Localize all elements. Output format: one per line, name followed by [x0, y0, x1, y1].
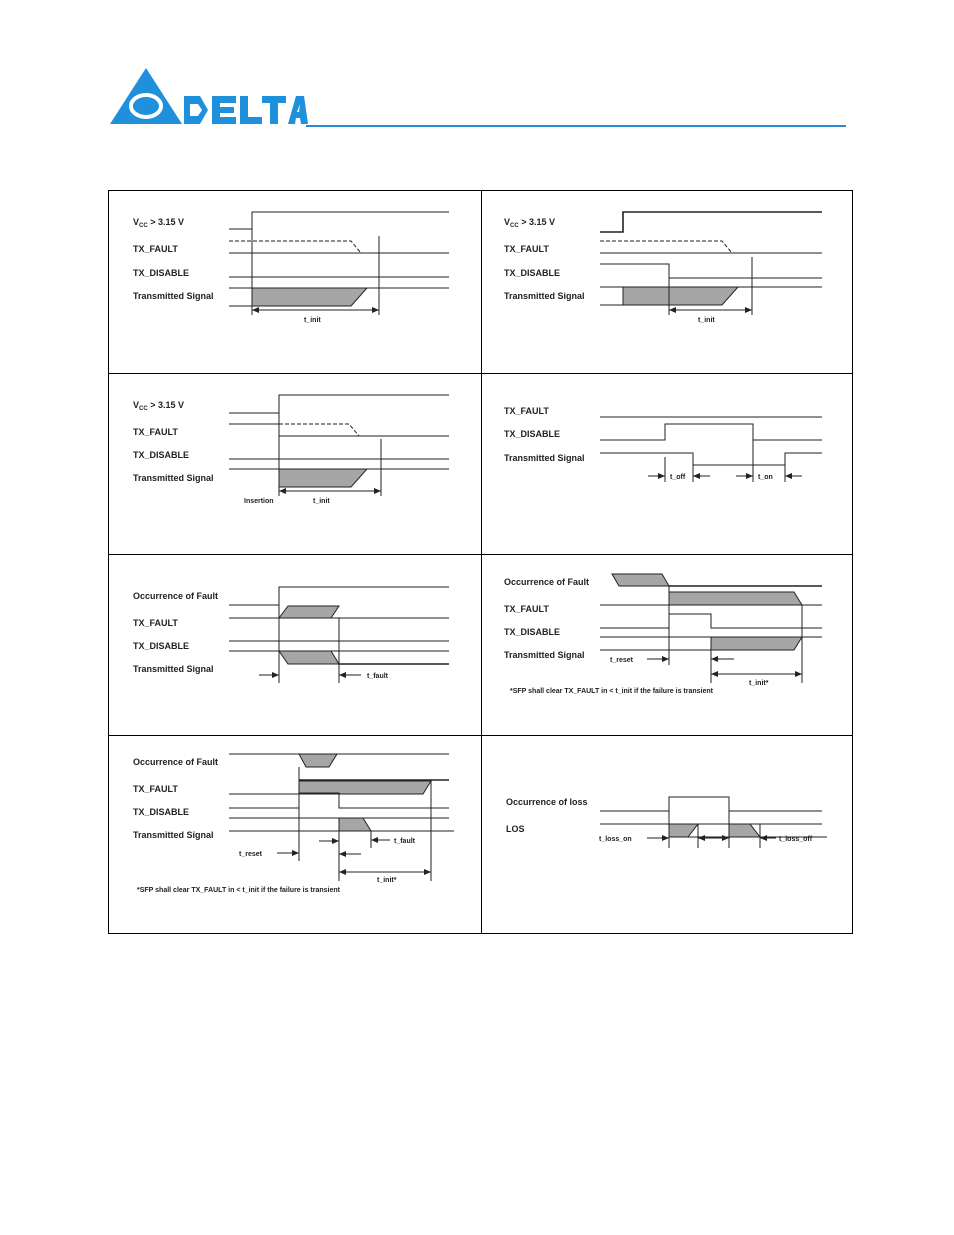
- fault-pulse: [299, 754, 337, 767]
- t-reset-label: t_reset: [610, 657, 633, 664]
- t-init-label: t_init*: [377, 877, 397, 884]
- diagram-power-on-init-disable: [482, 191, 853, 373]
- vcc-label: $V_{CC} > 3.15$ V: [133, 217, 184, 229]
- delta-logo: [108, 66, 308, 128]
- diagram-8-svg: [482, 736, 853, 933]
- tx-signal-label: Transmitted Signal: [504, 453, 585, 463]
- diagram-5-svg: [109, 555, 481, 735]
- t-on-label: t_on: [758, 474, 773, 481]
- tx-signal-label: Transmitted Signal: [133, 664, 214, 674]
- diagram-tx-disable-timing: [482, 374, 853, 554]
- vcc-waveform: [600, 212, 822, 232]
- diagram-fault-detection: [109, 555, 481, 735]
- tx-fault-waveform: [229, 424, 449, 436]
- grid-divider-vertical: [481, 191, 482, 933]
- tx-disable-label: TX_DISABLE: [133, 450, 190, 460]
- diagram-4-svg: [482, 374, 853, 554]
- diagram-los-timing: [482, 736, 853, 933]
- fault-label: Occurrence of Fault: [133, 757, 219, 767]
- tx-signal-shade: [711, 637, 802, 650]
- t-init-label: t_init*: [749, 680, 769, 687]
- tx-disable-label: TX_DISABLE: [133, 641, 190, 651]
- tx-fault-label: TX_FAULT: [504, 406, 549, 416]
- grid-divider-3: [109, 735, 852, 736]
- t-reset-label: t_reset: [239, 851, 262, 858]
- tx-signal-shade: [279, 651, 339, 664]
- loss-waveform: [600, 797, 822, 811]
- t-off-label: t_off: [670, 474, 686, 481]
- tx-fault-dashed: [229, 241, 361, 253]
- diagram-7-svg: [109, 736, 481, 933]
- t-init-label: t_init: [313, 498, 330, 505]
- tx-disable-label: TX_DISABLE: [133, 268, 190, 278]
- diagram-2-svg: [482, 191, 853, 373]
- diagram-3-svg: [109, 374, 481, 554]
- los-fall-shade: [729, 824, 760, 837]
- diagram-1-svg: [109, 191, 481, 373]
- loss-label: Occurrence of loss: [506, 797, 588, 807]
- t-loss-on-label: t_loss_on: [599, 836, 632, 843]
- grid-divider-1: [109, 373, 852, 374]
- tx-fault-label: TX_FAULT: [133, 784, 178, 794]
- tx-signal-label: Transmitted Signal: [133, 473, 214, 483]
- t-init-label: t_init: [698, 317, 715, 324]
- footnote: *SFP shall clear TX_FAULT in < t_init if the failure is transient: [510, 688, 713, 695]
- tx-disable-waveform: [600, 424, 822, 440]
- vcc-label: $V_{CC} > 3.15$ V: [133, 400, 184, 412]
- tx-disable-waveform: [600, 614, 822, 628]
- timing-diagram-grid: [108, 190, 853, 934]
- t-loss-off-label: t_loss_off: [779, 836, 813, 843]
- diagram-hot-plug-insertion: [109, 374, 481, 554]
- tx-fault-label: TX_FAULT: [504, 244, 549, 254]
- fault-label: Occurrence of Fault: [133, 591, 219, 601]
- tx-fault-label: TX_FAULT: [133, 427, 178, 437]
- tx-disable-waveform: [229, 793, 449, 808]
- tx-signal-label: Transmitted Signal: [133, 291, 214, 301]
- insertion-label: Insertion: [244, 498, 274, 505]
- vcc-waveform: [229, 212, 449, 229]
- tx-signal-label: Transmitted Signal: [133, 830, 214, 840]
- tx-fault-label: TX_FAULT: [504, 604, 549, 614]
- tx-fault-shade: [299, 781, 431, 794]
- tx-signal-shade: [623, 287, 738, 305]
- tx-fault-label: TX_FAULT: [133, 244, 178, 254]
- los-label: LOS: [506, 824, 525, 834]
- t-fault-label: t_fault: [394, 838, 415, 845]
- tx-fault-label: TX_FAULT: [133, 618, 178, 628]
- tx-fault-dashed: [600, 241, 732, 253]
- tx-disable-label: TX_DISABLE: [504, 627, 561, 637]
- tx-signal-label: Transmitted Signal: [504, 650, 585, 660]
- diagram-fault-recovery: [109, 736, 481, 933]
- grid-divider-2: [109, 554, 852, 555]
- tx-signal-waveform: [600, 453, 822, 465]
- tx-disable-label: TX_DISABLE: [504, 429, 561, 439]
- tx-disable-waveform: [600, 264, 822, 278]
- tx-fault-dashed: [279, 424, 359, 436]
- diagram-fault-reset: [482, 555, 853, 735]
- tx-disable-label: TX_DISABLE: [133, 807, 190, 817]
- vcc-waveform: [229, 395, 449, 413]
- fault-pulse: [612, 574, 669, 586]
- tx-fault-shade: [669, 592, 802, 605]
- tx-signal-shade: [339, 818, 371, 831]
- footnote: *SFP shall clear TX_FAULT in < t_init if the failure is transient: [137, 887, 340, 894]
- vcc-label: $V_{CC} > 3.15$ V: [504, 217, 555, 229]
- t-fault-label: t_fault: [367, 673, 388, 680]
- tx-disable-label: TX_DISABLE: [504, 268, 561, 278]
- diagram-power-on-init: [109, 191, 481, 373]
- fault-label: Occurrence of Fault: [504, 577, 590, 587]
- tx-signal-shade: [252, 288, 367, 306]
- t-init-label: t_init: [304, 317, 321, 324]
- diagram-6-svg: [482, 555, 853, 735]
- tx-fault-shade: [279, 606, 339, 618]
- header-rule: [306, 125, 846, 127]
- fault-waveform: [229, 587, 449, 605]
- los-rise-shade: [669, 824, 698, 837]
- tx-signal-shade: [279, 469, 367, 487]
- tx-signal-label: Transmitted Signal: [504, 291, 585, 301]
